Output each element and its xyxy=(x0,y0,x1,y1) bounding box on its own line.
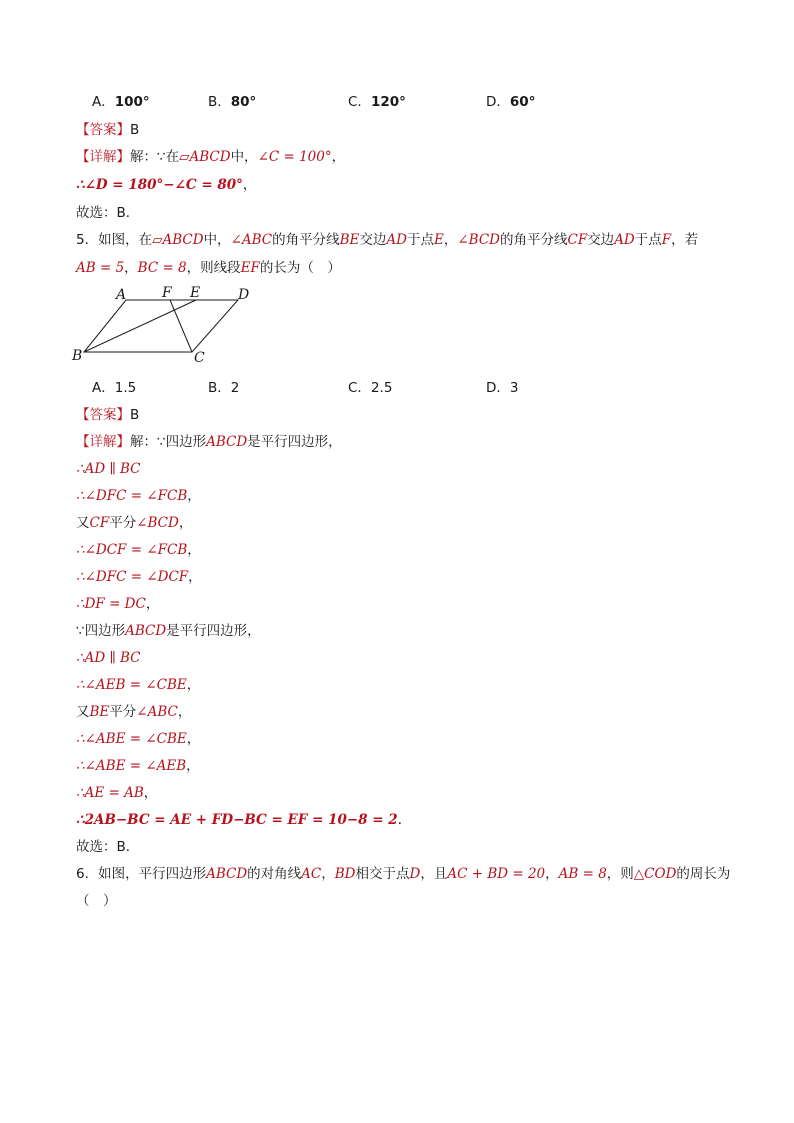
q4-option-b: B．80° xyxy=(208,94,257,110)
segment-cf xyxy=(170,300,192,352)
q5-step-9: ∴AD ∥ BC xyxy=(76,650,141,666)
point-label-f: F xyxy=(162,285,172,301)
q4-detail-line1: 【详解】解：∵在▱ABCD中，∠C = 100°， xyxy=(76,149,346,165)
q5-parallelogram-figure xyxy=(70,284,270,364)
q4-detail-line2: ∴∠D = 180°−∠C = 80°， xyxy=(76,177,257,193)
q5-step-14: ∴AE = AB， xyxy=(76,785,158,801)
q5-option-c: C．2.5 xyxy=(348,380,393,396)
q4-option-a: A．100° xyxy=(92,94,150,110)
q5-step-3: ∴∠DFC = ∠FCB， xyxy=(76,488,201,504)
q4-option-c: C．120° xyxy=(348,94,406,110)
point-label-b: B xyxy=(72,348,83,364)
q5-step-11: 又BE平分∠ABC， xyxy=(76,704,192,720)
parallelogram-abcd xyxy=(84,300,238,352)
q5-options xyxy=(92,378,612,398)
q5-step-7: ∴DF = DC， xyxy=(76,596,160,612)
q5-step-5: ∴∠DCF = ∠FCB， xyxy=(76,542,201,558)
q5-step-8: ∵四边形ABCD是平行四边形， xyxy=(76,623,261,639)
point-label-a: A xyxy=(116,287,127,303)
point-label-e: E xyxy=(190,285,201,301)
segment-be xyxy=(84,300,196,352)
q5-step-12: ∴∠ABE = ∠CBE， xyxy=(76,731,201,747)
q4-options xyxy=(92,92,612,112)
q5-answer: 【答案】B xyxy=(76,407,140,423)
point-label-c: C xyxy=(194,350,205,364)
q5-step-4: 又CF平分∠BCD， xyxy=(76,515,193,531)
q5-stem-line1: 5．如图，在▱ABCD中，∠ABC的角平分线BE交边AD于点E，∠BCD的角平分线CF交边AD于点F，若 xyxy=(76,232,699,248)
q5-step-6: ∴∠DFC = ∠DCF， xyxy=(76,569,202,585)
q5-option-d: D．3 xyxy=(486,380,519,396)
q4-answer: 【答案】B xyxy=(76,122,140,138)
q5-choose: 故选：B． xyxy=(76,839,140,855)
q6-stem-line2: （ ） xyxy=(76,893,117,909)
q5-option-b: B．2 xyxy=(208,380,240,396)
q5-step-2: ∴AD ∥ BC xyxy=(76,461,141,477)
q4-option-d: D．60° xyxy=(486,94,536,110)
q5-step-15: ∴2AB−BC = AE + FD−BC = EF = 10−8 = 2． xyxy=(76,812,412,828)
q6-stem-line1: 6．如图，平行四边形ABCD的对角线AC，BD相交于点D，且AC + BD = 20，AB = 8，则△COD的周长为 xyxy=(76,866,731,882)
point-label-d: D xyxy=(238,287,250,303)
q5-stem-line2: AB = 5，BC = 8，则线段EF的长为（ ） xyxy=(76,260,341,276)
q5-step-10: ∴∠AEB = ∠CBE， xyxy=(76,677,201,693)
q5-option-a: A．1.5 xyxy=(92,380,137,396)
q4-choose: 故选：B． xyxy=(76,205,140,221)
q5-step-1: 【详解】解：∵四边形ABCD是平行四边形， xyxy=(76,434,342,450)
q5-step-13: ∴∠ABE = ∠AEB， xyxy=(76,758,200,774)
